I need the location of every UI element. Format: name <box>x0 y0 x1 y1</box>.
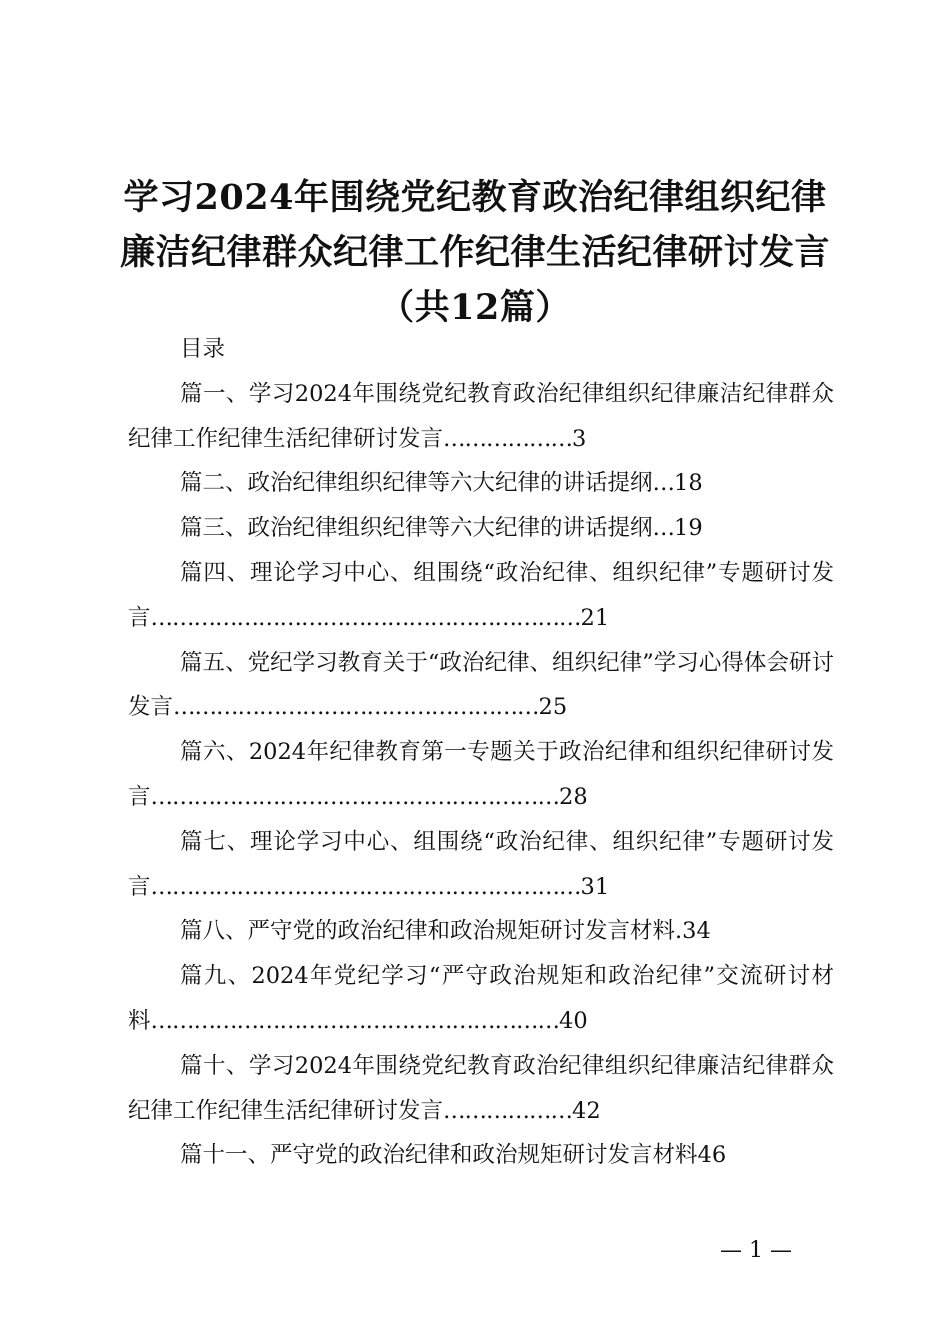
toc-entry-page: 3 <box>572 425 587 452</box>
toc-entry-title: 篇六、2024年纪律教育第一专题关于政治纪律和组织纪律研讨发言 <box>128 739 834 810</box>
page-number: — 1 — <box>720 1238 792 1263</box>
toc-entry-title: 篇八、严守党的政治纪律和政治规矩研讨发言材料. <box>180 918 683 945</box>
toc-entry[interactable] <box>128 909 834 954</box>
toc-entry-page: 19 <box>674 515 703 542</box>
toc-entry-leader: …………………………………………………… <box>150 873 581 900</box>
toc-entry-page: 18 <box>674 470 703 497</box>
toc-entry[interactable] <box>128 372 834 462</box>
toc-entry-title: 篇三、政治纪律组织纪律等六大纪律的讲话提纲 <box>180 515 653 542</box>
title-line-2: 廉洁纪律群众纪律工作纪律生活纪律研讨发言 <box>119 232 830 273</box>
toc-entry-page: 31 <box>580 873 610 900</box>
toc-entry-leader: ……………… <box>443 1097 573 1124</box>
toc-entry-page: 28 <box>559 783 588 810</box>
toc-entry-page: 46 <box>697 1142 727 1169</box>
toc-entry-leader: …………………………………………… <box>173 694 539 721</box>
toc-entry[interactable] <box>128 730 834 820</box>
toc-entry-leader: ………………………………………………… <box>150 1007 560 1034</box>
table-of-contents <box>128 327 834 1178</box>
toc-entry-title: 篇七、理论学习中心、组围绕“政治纪律、组织纪律”专题研讨发言 <box>128 828 834 900</box>
document-title <box>100 170 850 335</box>
toc-entry[interactable] <box>128 641 834 731</box>
toc-entry-page: 42 <box>572 1097 601 1124</box>
toc-entry-page: 25 <box>538 694 568 721</box>
toc-entry-page: 40 <box>559 1007 588 1034</box>
toc-entries <box>128 372 834 1178</box>
toc-entry-title: 篇五、党纪学习教育关于“政治纪律、组织纪律”学习心得体会研讨发言 <box>128 649 834 721</box>
toc-entry[interactable] <box>128 954 834 1044</box>
toc-entry[interactable] <box>128 1044 834 1134</box>
toc-entry-page: 21 <box>580 604 610 631</box>
toc-entry-title: 篇十、学习2024年围绕党纪教育政治纪律组织纪律廉洁纪律群众纪律工作纪律生活纪律研讨发言 <box>128 1052 834 1124</box>
toc-entry-title: 篇一、学习2024年围绕党纪教育政治纪律组织纪律廉洁纪律群众纪律工作纪律生活纪律研讨发言 <box>128 380 834 452</box>
toc-entry-leader: …………………………………………………… <box>150 604 581 631</box>
title-line-1: 学习2024年围绕党纪教育政治纪律组织纪律 <box>123 177 827 218</box>
toc-entry-title: 篇十一、严守党的政治纪律和政治规矩研讨发言材料 <box>180 1142 698 1169</box>
toc-entry-page: 34 <box>682 918 711 945</box>
toc-entry[interactable] <box>128 461 834 506</box>
toc-entry[interactable] <box>128 1133 834 1178</box>
toc-entry[interactable] <box>128 820 834 910</box>
toc-entry-title: 篇九、2024年党纪学习“严守政治规矩和政治纪律”交流研讨材料 <box>128 963 834 1034</box>
toc-entry-title: 篇四、理论学习中心、组围绕“政治纪律、组织纪律”专题研讨发言 <box>128 559 834 631</box>
toc-heading: 目录 <box>180 336 226 362</box>
toc-entry-leader: ……………… <box>443 425 573 452</box>
toc-entry-leader: ………………………………………………… <box>150 783 560 810</box>
toc-entry[interactable] <box>128 551 834 641</box>
toc-entry-leader: … <box>652 515 675 542</box>
toc-entry-title: 篇二、政治纪律组织纪律等六大纪律的讲话提纲 <box>180 470 653 497</box>
toc-entry-leader: … <box>652 470 675 497</box>
title-line-3: （共12篇） <box>379 287 571 328</box>
toc-entry[interactable] <box>128 506 834 551</box>
